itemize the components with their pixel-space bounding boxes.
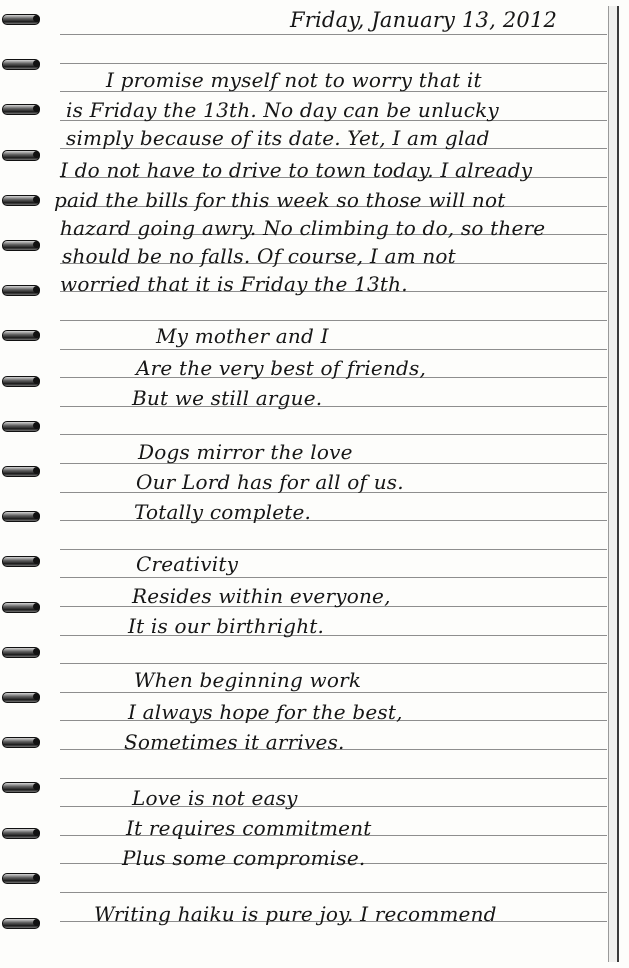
- haiku-line: Plus some compromise.: [122, 846, 366, 870]
- ruled-line: [60, 63, 607, 64]
- haiku-line: Creativity: [136, 552, 239, 576]
- spiral-coil: [0, 193, 44, 207]
- spiral-coil: [0, 238, 44, 252]
- haiku-line: My mother and I: [156, 324, 329, 348]
- spiral-coil: [0, 916, 44, 930]
- ruled-line: [60, 892, 607, 893]
- spiral-coil: [0, 826, 44, 840]
- haiku-line: Our Lord has for all of us.: [136, 470, 404, 494]
- spiral-coil: [0, 509, 44, 523]
- haiku-line: Dogs mirror the love: [138, 440, 353, 464]
- entry-date: Friday, January 13, 2012: [290, 8, 558, 32]
- ruled-line: [60, 577, 607, 578]
- haiku-line: Resides within everyone,: [132, 584, 391, 608]
- spiral-coil: [0, 464, 44, 478]
- page-edge: [608, 6, 619, 962]
- haiku-line: It requires commitment: [126, 816, 372, 840]
- spiral-coil: [0, 600, 44, 614]
- spiral-coil: [0, 148, 44, 162]
- spiral-coil: [0, 554, 44, 568]
- spiral-coil: [0, 645, 44, 659]
- spiral-coil: [0, 283, 44, 297]
- paragraph-line: paid the bills for this week so those will not: [54, 188, 506, 212]
- haiku-line: When beginning work: [134, 668, 362, 692]
- ruled-line: [60, 320, 607, 321]
- spiral-coil: [0, 419, 44, 433]
- haiku-line: Totally complete.: [134, 500, 312, 524]
- spiral-coil: [0, 57, 44, 71]
- paragraph-line: hazard going awry. No climbing to do, so there: [60, 216, 546, 240]
- ruled-line: [60, 349, 607, 350]
- spiral-coil: [0, 780, 44, 794]
- haiku-line: Are the very best of friends,: [136, 356, 427, 380]
- spiral-coil: [0, 735, 44, 749]
- paragraph-line: worried that it is Friday the 13th.: [60, 272, 408, 296]
- haiku-line: It is our birthright.: [128, 614, 325, 638]
- spiral-coil: [0, 374, 44, 388]
- ruled-line: [60, 778, 607, 779]
- spiral-coil: [0, 328, 44, 342]
- spiral-coil: [0, 690, 44, 704]
- spiral-coil: [0, 12, 44, 26]
- paragraph-line: is Friday the 13th. No day can be unlucky: [66, 98, 499, 122]
- haiku-line: I always hope for the best,: [128, 700, 403, 724]
- haiku-line: Sometimes it arrives.: [124, 730, 345, 754]
- paragraph-line: I do not have to drive to town today. I already: [60, 158, 533, 182]
- haiku-line: But we still argue.: [132, 386, 323, 410]
- ruled-line: [60, 692, 607, 693]
- ruled-line: [60, 549, 607, 550]
- spiral-coil: [0, 102, 44, 116]
- haiku-line: Love is not easy: [132, 786, 298, 810]
- paragraph-line: simply because of its date. Yet, I am glad: [66, 126, 490, 150]
- ruled-line: [60, 34, 607, 35]
- spiral-coil: [0, 871, 44, 885]
- paragraph-line: I promise myself not to worry that it: [106, 68, 482, 92]
- ruled-line: [60, 434, 607, 435]
- paragraph-line: should be no falls. Of course, I am not: [62, 244, 456, 268]
- closing-line: Writing haiku is pure joy. I recommend: [94, 902, 497, 926]
- ruled-line: [60, 663, 607, 664]
